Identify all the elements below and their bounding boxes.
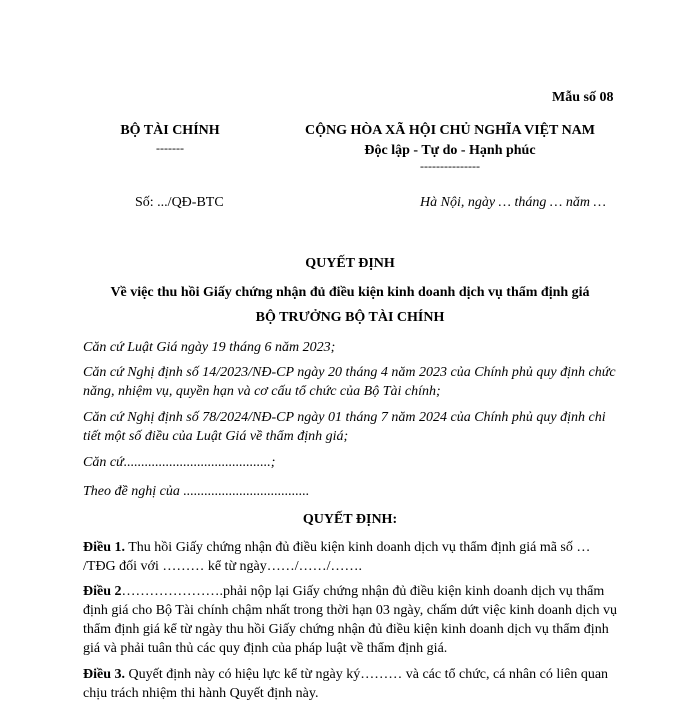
basis-4: Căn cứ..........................................; <box>83 455 276 470</box>
basis-1: Căn cứ Luật Giá ngày 19 tháng 6 năm 2023; <box>83 340 336 355</box>
document-subject: Về việc thu hồi Giấy chứng nhận đủ điều kiện kinh doanh dịch vụ thẩm định giá <box>110 285 590 300</box>
article-1 <box>83 538 623 576</box>
article-3-text: Quyết định này có hiệu lực kể từ ngày ký……… và các tổ chức, cá nhân có liên quan chịu trách nhiệm thi hành Quyết định này. <box>83 667 609 701</box>
basis-2: Căn cứ Nghị định số 14/2023/NĐ-CP ngày 20 tháng 4 năm 2023 của Chính phủ quy định chức năng, nhiệm vụ, quyền hạn và cơ cấu tổ chức của Bộ Tài chính; <box>83 365 616 399</box>
article-2 <box>83 582 623 658</box>
decision-heading: QUYẾT ĐỊNH: <box>302 512 398 527</box>
motto-rule: --------------- <box>420 159 480 173</box>
article-1-text: Thu hồi Giấy chứng nhận đủ điều kiện kinh doanh dịch vụ thẩm định giá mã số … /TĐG đối với ……… kể từ ngày……/……/……. <box>83 540 591 574</box>
basis-5: Theo đề nghị của .................................... <box>83 484 310 499</box>
document-number: Số: .../QĐ-BTC <box>135 195 224 210</box>
issuing-authority: BỘ TRƯỞNG BỘ TÀI CHÍNH <box>255 310 445 325</box>
ministry-rule: ------- <box>156 141 184 155</box>
article-2-text: ………………….phải nộp lại Giấy chứng nhận đủ điều kiện kinh doanh dịch vụ thẩm định giá cho Bộ Tài chính chậm nhất trong thời hạn 03 ngày, chấm dứt việc kinh doanh dịch vụ thẩm định giá kể từ ngày thu hồi Giấy chứng nhận đủ điều kiện kinh doanh dịch vụ thẩm định giá và phải tuân thủ các quy định của pháp luật về thẩm định giá. <box>83 584 618 656</box>
place-date: Hà Nội, ngày … tháng … năm … <box>420 195 606 210</box>
form-number: Mẫu số 08 <box>552 90 614 105</box>
article-2-label: Điều 2 <box>83 584 122 599</box>
article-3 <box>83 665 623 703</box>
ministry-name: BỘ TÀI CHÍNH <box>120 123 220 138</box>
document-title: QUYẾT ĐỊNH <box>305 256 395 271</box>
article-1-label: Điều 1. <box>83 540 125 555</box>
basis-3: Căn cứ Nghị định số 78/2024/NĐ-CP ngày 01 tháng 7 năm 2024 của Chính phủ quy định chi tiết một số điều của Luật Giá về thẩm định giá; <box>83 410 606 444</box>
motto: Độc lập - Tự do - Hạnh phúc <box>364 143 536 158</box>
country-name: CỘNG HÒA XÃ HỘI CHỦ NGHĨA VIỆT NAM <box>304 123 595 138</box>
article-3-label: Điều 3. <box>83 667 125 682</box>
